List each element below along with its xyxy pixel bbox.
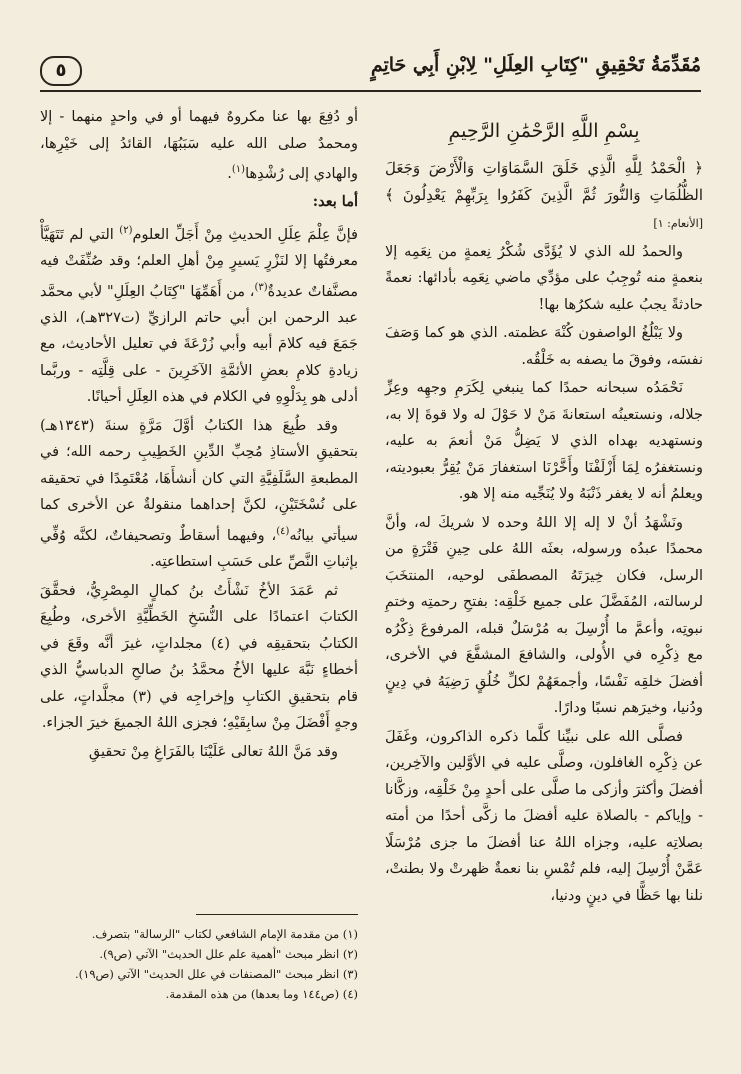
paragraph-text: ، من أَهَمِّهَا "كِتَابُ العِلَلِ" لأبي محمَّد عبد الرحمن ابن أبي حاتم الرازيِّ (ت٣٢٧هـ)، الذي جَمَعَ فيه كلامَ أبيه وأبي زُرْعَةَ في تعليل الأحاديث، مع زيادةِ كلامِ بعضِ الأئمَّةِ الآخَرِينَ - على قِلَّتِه - وربَّما أدلى هو بِدَلْوِهِ في الكلام في هذه العِلَلِ أحيانًا.: [40, 283, 359, 406]
basmala: بِسْمِ اللَّهِ الرَّحْمَٰنِ الرَّحِيمِ: [448, 120, 640, 142]
paragraph-text: فإنَّ عِلْمَ عِلَلِ الحديثِ مِنْ أَجَلِّ العلوم: [132, 226, 358, 243]
quran-verse-reference: [الأنعام: ١]: [653, 216, 703, 230]
running-title: مُقَدِّمَةُ تَحْقِيقِ "كِتَابِ العِلَلِ" لِابْنِ أَبِي حَاتِمٍ: [370, 54, 701, 76]
left-column: [40, 104, 358, 767]
footnote-marker: (٤): [276, 525, 290, 537]
paragraph: وقد مَنَّ اللهُ تعالى عَلَيْنَا بالفَرَاغِ مِنْ تحقيقِ: [88, 743, 338, 760]
footnote: (٢) انظر مبحث "أهمية علم علل الحديث" الآتي (ص٩).: [99, 947, 358, 961]
section-heading: أما بعد:: [312, 193, 358, 211]
footnotes: [40, 924, 358, 1004]
paragraph: ولا يَبْلُغُ الواصفون كُنْهَ عظمته. الذي هو كما وَصَفَ نفسَه، وفوقَ ما يصفه به خَلْقُه.: [385, 325, 703, 368]
paragraph: [40, 413, 358, 576]
header-rule: [40, 90, 701, 92]
paragraph: أو دُفِعَ بها عنا مكروهٌ فيهما أو في واحدٍ منهما - إلا ومحمدٌ صلى الله عليه سَبَبُهَا، القائدُ إلى خَيْرِها، والهادي إلى رُشْدِها$^{(١)}$.: [40, 109, 358, 182]
right-column: [385, 104, 703, 911]
paragraph: نَحْمَدُه سبحانه حمدًا كما ينبغي لِكَرَمِ وجهِه وعِزِّ جلاله، ونستعينُه استعانةَ مَنْ لا حَوْلَ له ولا قوةَ إلا به، ونستهديه بهداه الذي لا يَضِلُّ مَنْ أنعمَ به عليه، ونستغفرُه لِمَا أَزْلَفْنَا وأَخَّرْنَا استغفارَ مَنْ يُقِرُّ بعبوديته، ويعلمُ أنه لا يغفر ذَنْبَهُ ولا يُنَجِّيه منه إلا هو.: [385, 380, 703, 502]
paragraph-text: أو دُفِعَ بها عنا مكروهٌ فيهما أو في واحدٍ منهما - إلا ومحمدٌ صلى الله عليه سَبَبُهَا، القائدُ إلى خَيْرِها، والهادي إلى رُشْدِها: [40, 109, 358, 182]
paragraph: [40, 218, 358, 411]
footnote-rule: [196, 914, 358, 915]
paragraph: ثم عَمَدَ الأخُ نَشْأَتُ بنُ كمالٍ المِصْرِيُّ، فحقَّقَ الكتابَ اعتمادًا على النُّسَخِ الخَطِّيَّةِ الأخرى، وطُبِعَ الكتابُ بتحقيقِه في (٤) مجلداتٍ، غيرَ أنَّه وقَعَ في أخطاءٍ نَبَّهَ عليها الأخُ محمَّدُ بنُ صالحِ الدباسيُّ الذي قام بتحقيقِ الكتابِ وإخراجِه في (٣) مجلَّداتٍ، على وجهٍ أَفْضَلَ مِنْ سابِقَيْهِ؛ فجزى اللهُ الجميعَ خيرَ الجزاء.: [40, 582, 359, 732]
footnote-marker: (١): [231, 164, 246, 175]
quran-verse-text: ﴿ الْحَمْدُ لِلَّهِ الَّذِي خَلَقَ السَّمَاوَاتِ وَالْأَرْضَ وَجَعَلَ الظُّلُمَاتِ وَالنُّورَ ثُمَّ الَّذِينَ كَفَرُوا بِرَبِّهِمْ يَعْدِلُونَ ﴾: [385, 158, 703, 204]
quran-verse: [385, 155, 703, 237]
page-header: [40, 50, 701, 96]
footnote-marker: (٢): [119, 224, 133, 236]
footnote: (٤) (ص١٤٤ وما بعدها) من هذه المقدمة.: [165, 987, 358, 1001]
paragraph: فصلَّى الله على نبيِّنا كلَّما ذكره الذاكرون، وغَفَلَ عن ذِكْرِه الغافلون، وصلَّى عليه في الأوَّلين والآخِرين، أفضلَ وأكثرَ وأزكى ما صلَّى على أحدٍ مِنْ خَلْقِه، وزكَّانا - وإياكم - بالصلاة عليه أفضلَ ما زكَّى أحدًا من أمته بصلاتِه عليه، وجزاه اللهُ عنا أفضلَ ما جزى مُرْسَلًا عَمَّنْ أُرْسِلَ إليه، فلم تُمْسِ بنا نعمةٌ ظهرتْ ولا بطنتْ، نلنا بها حَظًّا في دينٍ ودنيا،: [385, 728, 703, 904]
paragraph-text: التي لم تَتَهَيَّأْ معرفتُها إلا لنَزْرٍ يَسيرٍ مِنْ أهلِ العلم؛ وقد صُنِّفَتْ فيه مصنَّفاتٌ عديدةٌ: [40, 226, 358, 300]
footnote: (١) من مقدمة الإمام الشافعي لكتاب "الرسالة" بتصرف.: [91, 927, 358, 941]
page-number: ٥: [40, 56, 82, 86]
paragraph-text: وقد طُبِعَ هذا الكتابُ أوَّلَ مَرَّةٍ سنةَ (١٣٤٣هـ) بتحقيقِ الأستاذِ مُحِبِّ الدِّينِ الخَطِيبِ رحمه الله؛ في المطبعةِ السَّلَفِيَّةِ التي كان أنشأَهَا، مُعْتَمِدًا في تحقيقه على نُسْخَتَيْنِ، لكنَّ إحداهما منقولةٌ عن الأخرى كما سيأتي بيانُه: [40, 417, 359, 544]
footnote-marker: (٣): [254, 281, 268, 293]
paragraph: ونَشْهَدُ أنْ لا إله إلا اللهُ وحده لا شريكَ له، وأنَّ محمدًا عبدُه ورسوله، بعثَه اللهُ على حِينِ فَتْرَةٍ من الرسل، فكان خِيرَتَهُ المصطفَى لوحيه، المنتخَبَ لرسالته، المُفَضَّلَ على جميع خَلْقِه: بفتحِ رحمتِه وختمِ نبوتِه، وأعمَّ ما أُرْسِلَ به مُرْسَلٌ قبله، المرفوعَ ذِكْرُه مع ذِكْرِه في الأُولى، والشافعَ المشفَّعَ في الأخرى، أفضلَ خلقِه نَفْسًا، وأجمعَهُمْ لكلِّ خُلُقٍ رَضِيَهُ في دِينٍ ودُنيا، وخيرَهم نسبًا ودارًا.: [385, 514, 703, 716]
paragraph: والحمدُ لله الذي لا يُؤَدَّى شُكْرُ نِعمةٍ من نِعَمِه إلا بنعمةٍ منه تُوجِبُ على مؤدِّي ماضي نِعَمِه بأدائها: نعمةً حادثةً يجبُ عليه شكرُها بها!: [385, 243, 703, 313]
paragraph-text: ، وفيهما أسقاطٌ وتصحيفاتٌ، لكنَّه وُفِّي بإثباتِ النَّصِّ على حَسَبِ استطاعتِه.: [40, 527, 358, 571]
footnote: (٣) انظر مبحث "المصنفات في علل الحديث" الآتي (ص١٩).: [74, 967, 358, 981]
